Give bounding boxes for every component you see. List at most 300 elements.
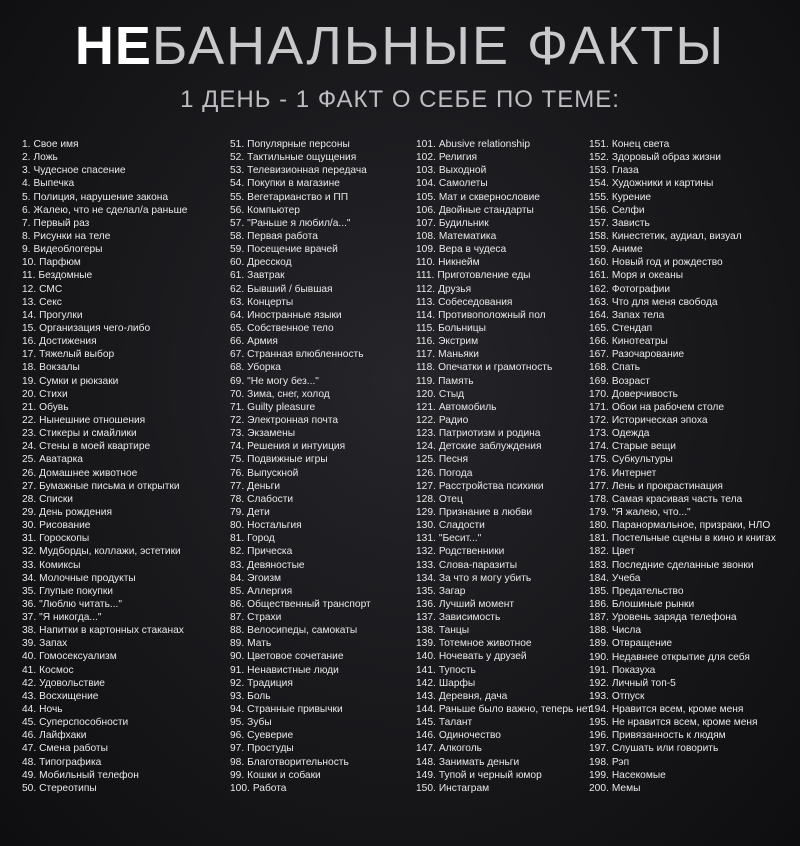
- item-topic: Раньше было важно, теперь нет: [438, 704, 592, 716]
- item-topic: Домашнее животное: [39, 467, 138, 479]
- item-number: 137.: [416, 612, 436, 624]
- item-topic: Маньяки: [438, 349, 479, 361]
- list-item: [22, 269, 227, 282]
- list-item: [230, 532, 414, 545]
- item-topic: Математика: [438, 230, 497, 242]
- item-number: 55.: [230, 191, 245, 203]
- list-item: [416, 427, 594, 440]
- item-topic: Удовольствие: [39, 677, 105, 689]
- item-number: 30.: [22, 520, 37, 532]
- item-number: 196.: [589, 730, 609, 742]
- item-topic: Курение: [611, 191, 652, 203]
- list-item: [230, 296, 414, 309]
- list-item: [22, 191, 227, 204]
- item-number: 123.: [416, 428, 436, 440]
- item-number: 13.: [22, 296, 37, 308]
- item-topic: Комиксы: [39, 559, 81, 571]
- list-item: [589, 230, 794, 243]
- list-item: [22, 756, 227, 769]
- item-number: 113.: [416, 296, 436, 308]
- item-number: 177.: [589, 480, 609, 492]
- item-topic: Аватарка: [39, 454, 83, 466]
- item-number: 49.: [22, 769, 37, 781]
- item-topic: Личный топ-5: [611, 677, 676, 689]
- list-item: [22, 322, 227, 335]
- list-item: [230, 782, 414, 795]
- item-topic: Простуды: [247, 743, 294, 755]
- item-number: 186.: [589, 598, 609, 610]
- topics-column-2: [230, 138, 414, 795]
- list-item: [22, 283, 227, 296]
- item-topic: Учеба: [611, 572, 641, 584]
- item-number: 142.: [416, 677, 436, 689]
- item-number: 56.: [230, 204, 245, 216]
- item-number: 150.: [416, 782, 436, 794]
- list-item: [589, 440, 794, 453]
- item-number: 145.: [416, 717, 436, 729]
- item-number: 33.: [22, 559, 37, 571]
- list-item: [22, 703, 227, 716]
- item-topic: Жалею, что не сделал/а раньше: [33, 204, 188, 216]
- item-number: 151.: [589, 139, 609, 150]
- list-item: [416, 177, 594, 190]
- item-topic: Кошки и собаки: [247, 769, 321, 781]
- item-number: 79.: [230, 506, 245, 518]
- item-topic: Песня: [438, 454, 469, 466]
- item-topic: Компьютер: [247, 204, 300, 216]
- item-number: 25.: [22, 454, 37, 466]
- item-number: 129.: [416, 506, 436, 518]
- item-number: 4.: [22, 178, 31, 190]
- list-item: [416, 532, 594, 545]
- item-number: 195.: [589, 717, 609, 729]
- list-item: [589, 782, 794, 795]
- item-topic: Посещение врачей: [247, 244, 338, 256]
- item-topic: Списки: [39, 493, 73, 505]
- item-topic: Доверчивость: [611, 388, 678, 400]
- item-number: 166.: [589, 336, 609, 348]
- list-item: [230, 361, 414, 374]
- item-topic: Рисование: [39, 520, 91, 532]
- item-topic: Полиция, нарушение закона: [33, 191, 169, 203]
- list-item: [22, 532, 227, 545]
- list-item: [416, 572, 594, 585]
- list-item: [589, 335, 794, 348]
- list-item: [416, 480, 594, 493]
- item-number: 8.: [22, 230, 31, 242]
- item-topic: Работа: [252, 782, 287, 794]
- list-item: [416, 283, 594, 296]
- item-number: 152.: [589, 152, 609, 164]
- item-number: 132.: [416, 546, 436, 558]
- item-number: 154.: [589, 178, 609, 190]
- list-item: [230, 480, 414, 493]
- item-topic: "Бесит...": [438, 533, 482, 545]
- list-item: [22, 624, 227, 637]
- item-topic: Дети: [247, 506, 270, 518]
- item-number: 61.: [230, 270, 245, 282]
- item-topic: Больницы: [438, 322, 486, 334]
- item-topic: Последние сделанные звонки: [611, 559, 754, 571]
- item-topic: Признание в любви: [438, 506, 533, 518]
- list-item: [416, 664, 594, 677]
- item-number: 103.: [416, 165, 436, 177]
- list-item: [230, 598, 414, 611]
- title-accent: НЕ: [74, 16, 152, 76]
- item-number: 96.: [230, 730, 245, 742]
- item-number: 194.: [589, 704, 609, 716]
- item-number: 65.: [230, 322, 245, 334]
- item-number: 80.: [230, 520, 245, 532]
- item-topic: Странные привычки: [247, 704, 343, 716]
- item-topic: Лень и прокрастинация: [611, 480, 723, 492]
- list-item: [230, 217, 414, 230]
- topics-column-4: [589, 138, 794, 795]
- list-item: [416, 729, 594, 742]
- item-number: 173.: [589, 428, 609, 440]
- list-item: [22, 164, 227, 177]
- list-item: [230, 519, 414, 532]
- item-topic: Тупой и черный юмор: [438, 769, 542, 781]
- item-topic: Зависимость: [438, 612, 501, 624]
- item-topic: Экстрим: [438, 336, 479, 348]
- list-item: [230, 230, 414, 243]
- list-item: [22, 401, 227, 414]
- item-number: 42.: [22, 677, 37, 689]
- item-number: 89.: [230, 638, 245, 650]
- item-number: 102.: [416, 152, 436, 164]
- list-item: [22, 243, 227, 256]
- list-item: [230, 269, 414, 282]
- item-topic: Ночевать у друзей: [438, 651, 527, 663]
- list-item: [416, 335, 594, 348]
- item-topic: Выпечка: [33, 178, 75, 190]
- list-item: [416, 611, 594, 624]
- item-number: 75.: [230, 454, 245, 466]
- list-item: [22, 493, 227, 506]
- list-item: [230, 664, 414, 677]
- list-item: [589, 401, 794, 414]
- item-topic: Двойные стандарты: [438, 204, 534, 216]
- item-number: 23.: [22, 428, 37, 440]
- list-item: [22, 611, 227, 624]
- title-rest: БАНАЛЬНЫЕ ФАКТЫ: [151, 16, 726, 76]
- item-topic: Тупость: [438, 664, 476, 676]
- item-number: 160.: [589, 257, 609, 269]
- item-topic: Спать: [611, 362, 641, 374]
- list-item: [589, 651, 794, 664]
- item-number: 92.: [230, 677, 245, 689]
- list-item: [416, 624, 594, 637]
- item-topic: Собеседования: [438, 296, 513, 308]
- item-number: 62.: [230, 283, 245, 295]
- item-number: 57.: [230, 217, 245, 229]
- item-number: 175.: [589, 454, 609, 466]
- list-item: [416, 467, 594, 480]
- item-number: 162.: [589, 283, 609, 295]
- item-number: 95.: [230, 717, 245, 729]
- list-item: [22, 664, 227, 677]
- item-topic: За что я могу убить: [438, 572, 532, 584]
- list-item: [416, 519, 594, 532]
- item-topic: Вегетарианство и ПП: [247, 191, 349, 203]
- item-topic: Показуха: [611, 664, 656, 676]
- item-topic: Бумажные письма и открытки: [39, 480, 180, 492]
- item-topic: Гороскопы: [39, 533, 90, 545]
- list-item: [230, 677, 414, 690]
- item-topic: Космос: [39, 664, 74, 676]
- item-topic: Гомосексуализм: [39, 651, 117, 663]
- item-topic: Традиция: [247, 677, 293, 689]
- list-item: [589, 677, 794, 690]
- list-item: [589, 637, 794, 650]
- item-topic: Первый раз: [33, 217, 90, 229]
- item-number: 139.: [416, 638, 436, 650]
- item-topic: Тяжелый выбор: [39, 349, 115, 361]
- item-topic: Цветовое сочетание: [247, 651, 344, 663]
- topics-column-1: [22, 138, 227, 795]
- item-topic: Селфи: [611, 204, 645, 216]
- list-item: [589, 388, 794, 401]
- list-item: [230, 729, 414, 742]
- item-topic: Странная влюбленность: [247, 349, 364, 361]
- item-number: 114.: [416, 309, 436, 321]
- list-item: [589, 598, 794, 611]
- list-item: [230, 348, 414, 361]
- list-item: [589, 151, 794, 164]
- item-number: 164.: [589, 309, 609, 321]
- list-item: [416, 309, 594, 322]
- item-topic: Собственное тело: [247, 322, 334, 334]
- item-topic: Ложь: [33, 152, 58, 164]
- item-number: 59.: [230, 244, 245, 256]
- item-topic: Бездомные: [38, 270, 93, 282]
- item-topic: Рисунки на теле: [33, 230, 111, 242]
- list-item: [589, 348, 794, 361]
- item-number: 197.: [589, 743, 609, 755]
- item-topic: Лучший момент: [438, 598, 515, 610]
- list-item: [22, 453, 227, 466]
- item-topic: Религия: [438, 152, 478, 164]
- item-number: 131.: [416, 533, 436, 545]
- item-number: 134.: [416, 572, 436, 584]
- item-topic: Прическа: [247, 546, 293, 558]
- list-item: [416, 348, 594, 361]
- list-item: [589, 191, 794, 204]
- item-topic: Парфюм: [39, 257, 81, 269]
- list-item: [22, 572, 227, 585]
- item-topic: Организация чего-либо: [39, 322, 151, 334]
- item-number: 170.: [589, 388, 609, 400]
- item-topic: Паранормальное, призраки, НЛО: [611, 520, 771, 532]
- list-item: [416, 191, 594, 204]
- item-number: 188.: [589, 625, 609, 637]
- list-item: [589, 611, 794, 624]
- item-number: 36.: [22, 598, 37, 610]
- item-topic: Что для меня свобода: [611, 296, 718, 308]
- list-item: [416, 650, 594, 663]
- item-number: 77.: [230, 480, 245, 492]
- list-item: [416, 756, 594, 769]
- item-number: 101.: [416, 139, 436, 150]
- item-topic: Достижения: [39, 336, 97, 348]
- item-number: 32.: [22, 546, 37, 558]
- item-topic: Обувь: [39, 401, 69, 413]
- list-item: [230, 309, 414, 322]
- list-item: [230, 624, 414, 637]
- list-item: [416, 782, 594, 795]
- item-number: 153.: [589, 165, 609, 177]
- item-number: 190.: [589, 651, 609, 663]
- list-item: [589, 256, 794, 269]
- list-item: [416, 453, 594, 466]
- list-item: [416, 769, 594, 782]
- item-number: 86.: [230, 598, 245, 610]
- item-topic: Обои на рабочем столе: [611, 401, 725, 413]
- item-number: 85.: [230, 585, 245, 597]
- list-item: [230, 164, 414, 177]
- item-number: 50.: [22, 782, 37, 794]
- item-number: 58.: [230, 230, 245, 242]
- item-number: 146.: [416, 730, 436, 742]
- item-number: 115.: [416, 322, 436, 334]
- item-number: 11.: [22, 270, 36, 282]
- item-topic: Никнейм: [438, 257, 480, 269]
- item-topic: Субкультуры: [611, 454, 673, 466]
- item-topic: Решения и интуиция: [247, 441, 346, 453]
- item-topic: Нравится всем, кроме меня: [611, 704, 744, 716]
- item-number: 148.: [416, 756, 436, 768]
- item-number: 178.: [589, 493, 609, 505]
- item-number: 26.: [22, 467, 37, 479]
- list-item: [22, 559, 227, 572]
- list-item: [22, 769, 227, 782]
- list-item: [589, 506, 794, 519]
- item-topic: Моря и океаны: [611, 270, 684, 282]
- list-item: [22, 414, 227, 427]
- item-number: 2.: [22, 152, 31, 164]
- list-item: [416, 230, 594, 243]
- item-number: 156.: [589, 204, 609, 216]
- list-item: [416, 506, 594, 519]
- list-item: [22, 335, 227, 348]
- list-item: [22, 151, 227, 164]
- item-topic: Патриотизм и родина: [438, 428, 541, 440]
- item-number: 76.: [230, 467, 245, 479]
- item-topic: Аллергия: [247, 585, 293, 597]
- page-title: [0, 14, 800, 78]
- list-item: [416, 375, 594, 388]
- list-item: [589, 572, 794, 585]
- item-topic: Видеоблогеры: [33, 244, 103, 256]
- item-number: 90.: [230, 651, 245, 663]
- item-topic: Деревня, дача: [438, 690, 508, 702]
- list-item: [589, 493, 794, 506]
- item-number: 31.: [22, 533, 37, 545]
- item-topic: Уборка: [247, 362, 281, 374]
- list-item: [22, 742, 227, 755]
- list-item: [230, 756, 414, 769]
- item-topic: Стихи: [39, 388, 68, 400]
- item-topic: Слушать или говорить: [611, 743, 719, 755]
- item-number: 45.: [22, 717, 37, 729]
- item-topic: Слова-паразиты: [438, 559, 518, 571]
- item-number: 97.: [230, 743, 245, 755]
- item-topic: Шарфы: [438, 677, 476, 689]
- list-item: [22, 506, 227, 519]
- list-item: [416, 322, 594, 335]
- list-item: [589, 177, 794, 190]
- list-item: [230, 283, 414, 296]
- item-topic: Самолеты: [438, 178, 488, 190]
- item-topic: Насекомые: [611, 769, 666, 781]
- item-number: 187.: [589, 612, 609, 624]
- item-number: 189.: [589, 638, 609, 650]
- list-item: [589, 427, 794, 440]
- item-number: 192.: [589, 677, 609, 689]
- list-item: [230, 388, 414, 401]
- item-number: 111.: [416, 270, 435, 282]
- item-number: 167.: [589, 349, 609, 361]
- list-item: [22, 729, 227, 742]
- item-topic: Благотворительность: [247, 756, 349, 768]
- item-number: 100.: [230, 782, 250, 794]
- item-topic: Друзья: [438, 283, 472, 295]
- item-topic: Выпускной: [247, 467, 299, 479]
- item-number: 106.: [416, 204, 436, 216]
- item-number: 34.: [22, 572, 37, 584]
- list-item: [589, 164, 794, 177]
- list-item: [416, 493, 594, 506]
- item-number: 20.: [22, 388, 37, 400]
- item-topic: Расстройства психики: [438, 480, 544, 492]
- list-item: [416, 243, 594, 256]
- list-item: [230, 637, 414, 650]
- list-item: [230, 506, 414, 519]
- list-item: [589, 467, 794, 480]
- item-topic: Противоположный пол: [438, 309, 546, 321]
- list-item: [416, 545, 594, 558]
- list-item: [589, 322, 794, 335]
- item-topic: Запах: [39, 638, 68, 650]
- item-number: 72.: [230, 414, 245, 426]
- list-item: [416, 637, 594, 650]
- list-item: [230, 559, 414, 572]
- list-item: [416, 414, 594, 427]
- item-topic: Будильник: [438, 217, 489, 229]
- list-item: [22, 348, 227, 361]
- list-item: [416, 559, 594, 572]
- list-item: [416, 585, 594, 598]
- item-number: 70.: [230, 388, 245, 400]
- item-number: 60.: [230, 257, 245, 269]
- item-number: 71.: [230, 401, 245, 413]
- item-topic: Эгоизм: [247, 572, 282, 584]
- item-number: 74.: [230, 441, 245, 453]
- item-number: 168.: [589, 362, 609, 374]
- item-topic: Популярные персоны: [247, 139, 350, 150]
- list-item: [416, 716, 594, 729]
- item-number: 110.: [416, 257, 436, 269]
- item-topic: Зубы: [247, 717, 272, 729]
- item-topic: Блошиные рынки: [611, 598, 695, 610]
- list-item: [22, 256, 227, 269]
- list-item: [589, 729, 794, 742]
- list-item: [22, 598, 227, 611]
- list-item: [589, 519, 794, 532]
- list-item: [230, 703, 414, 716]
- list-item: [589, 664, 794, 677]
